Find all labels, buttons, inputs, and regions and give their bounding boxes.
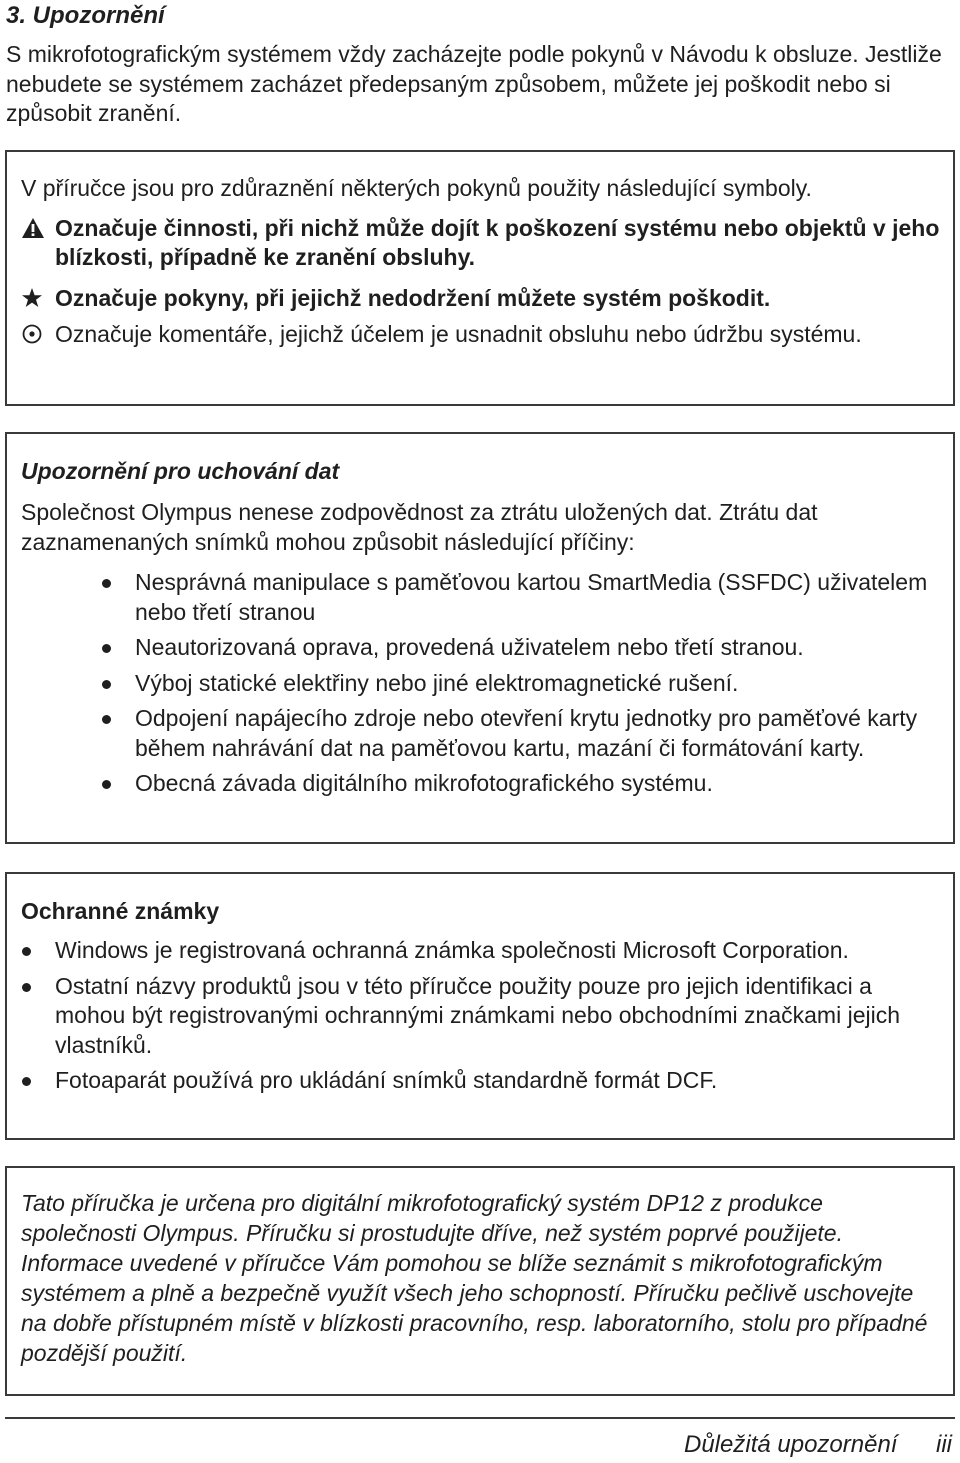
circled-dot-icon	[21, 320, 55, 349]
trademarks-heading: Ochranné známky	[21, 898, 220, 924]
list-item: Fotoaparát používá pro ukládání snímků standardně formát DCF.	[55, 1066, 935, 1096]
symbol-item-warning	[21, 214, 941, 272]
bullet-icon	[22, 983, 31, 992]
list-item: Windows je registrovaná ochranná známka společnosti Microsoft Corporation.	[55, 936, 935, 966]
list-item: Výboj statické elektřiny nebo jiné elektromagnetické rušení.	[135, 669, 935, 699]
manual-note-box	[5, 1166, 955, 1396]
manual-note-text: Tato příručka je určena pro digitální mikrofotografický systém DP12 z produkce společnosti Olympus. Příručku si prostudujte dříve, než systém poprvé použijete. Informace uvedené v příručce Vám pomohou se blíže seznámit s mikrofotografickým systémem a plně a bezpečně využít všech jeho schopností. Příručku pečlivě uschovejte na dobře přístupném místě v blízkosti pracovního, resp. laboratorního, stolu pro případné pozdější použití.	[21, 1190, 928, 1366]
trademarks-box	[5, 872, 955, 1140]
list-item: Ostatní názvy produktů jsou v této příručce použity pouze pro jejich identifikaci a mohou být registrovanými ochrannými známkami nebo obchodními značkami jejich vlastníků.	[55, 972, 935, 1061]
bullet-icon	[102, 579, 111, 588]
symbol-item-note-text: Označuje komentáře, jejichž účelem je usnadnit obsluhu nebo údržbu systému.	[55, 321, 862, 347]
symbol-item-star	[21, 284, 941, 313]
warning-triangle-icon	[21, 214, 55, 272]
trademarks-list	[55, 936, 935, 1102]
footer-title: Důležitá upozornění	[684, 1431, 898, 1458]
page-number: iii	[936, 1431, 952, 1458]
data-retention-list	[135, 568, 935, 805]
bullet-icon	[102, 680, 111, 689]
symbols-box	[5, 150, 955, 406]
symbol-item-star-text: Označuje pokyny, při jejichž nedodržení můžete systém poškodit.	[55, 285, 771, 311]
list-item: Neautorizovaná oprava, provedená uživatelem nebo třetí stranou.	[135, 633, 935, 663]
symbols-intro: V příručce jsou pro zdůraznění některých pokynů použity následující symboly.	[21, 175, 812, 201]
data-retention-intro: Společnost Olympus nenese zodpovědnost za ztrátu uložených dat. Ztrátu dat zaznamenaných snímků mohou způsobit následující příčiny:	[21, 499, 818, 555]
star-icon	[21, 284, 55, 313]
list-item: Odpojení napájecího zdroje nebo otevření krytu jednotky pro paměťové karty během nahrávání dat na paměťovou kartu, mazání či formátování karty.	[135, 704, 935, 763]
bullet-icon	[102, 780, 111, 789]
footer-divider	[5, 1417, 955, 1419]
symbol-item-warning-text: Označuje činnosti, při nichž může dojít k poškození systému nebo objektů v jeho blízkosti, případně ke zranění obsluhy.	[55, 215, 940, 270]
data-retention-heading: Upozornění pro uchování dat	[21, 458, 340, 484]
symbol-item-note	[21, 320, 941, 349]
bullet-icon	[22, 1077, 31, 1086]
list-item: Obecná závada digitálního mikrofotografického systému.	[135, 769, 935, 799]
section-title: 3. Upozornění	[6, 2, 165, 29]
bullet-icon	[22, 947, 31, 956]
bullet-icon	[102, 644, 111, 653]
section-intro: S mikrofotografickým systémem vždy zacházejte podle pokynů v Návodu k obsluze. Jestliže nebudete se systémem zacházet předepsaným způsobem, můžete jej poškodit nebo si způsobit zranění.	[6, 41, 942, 126]
list-item: Nesprávná manipulace s paměťovou kartou SmartMedia (SSFDC) uživatelem nebo třetí stranou	[135, 568, 935, 627]
data-retention-box	[5, 432, 955, 844]
bullet-icon	[102, 715, 111, 724]
